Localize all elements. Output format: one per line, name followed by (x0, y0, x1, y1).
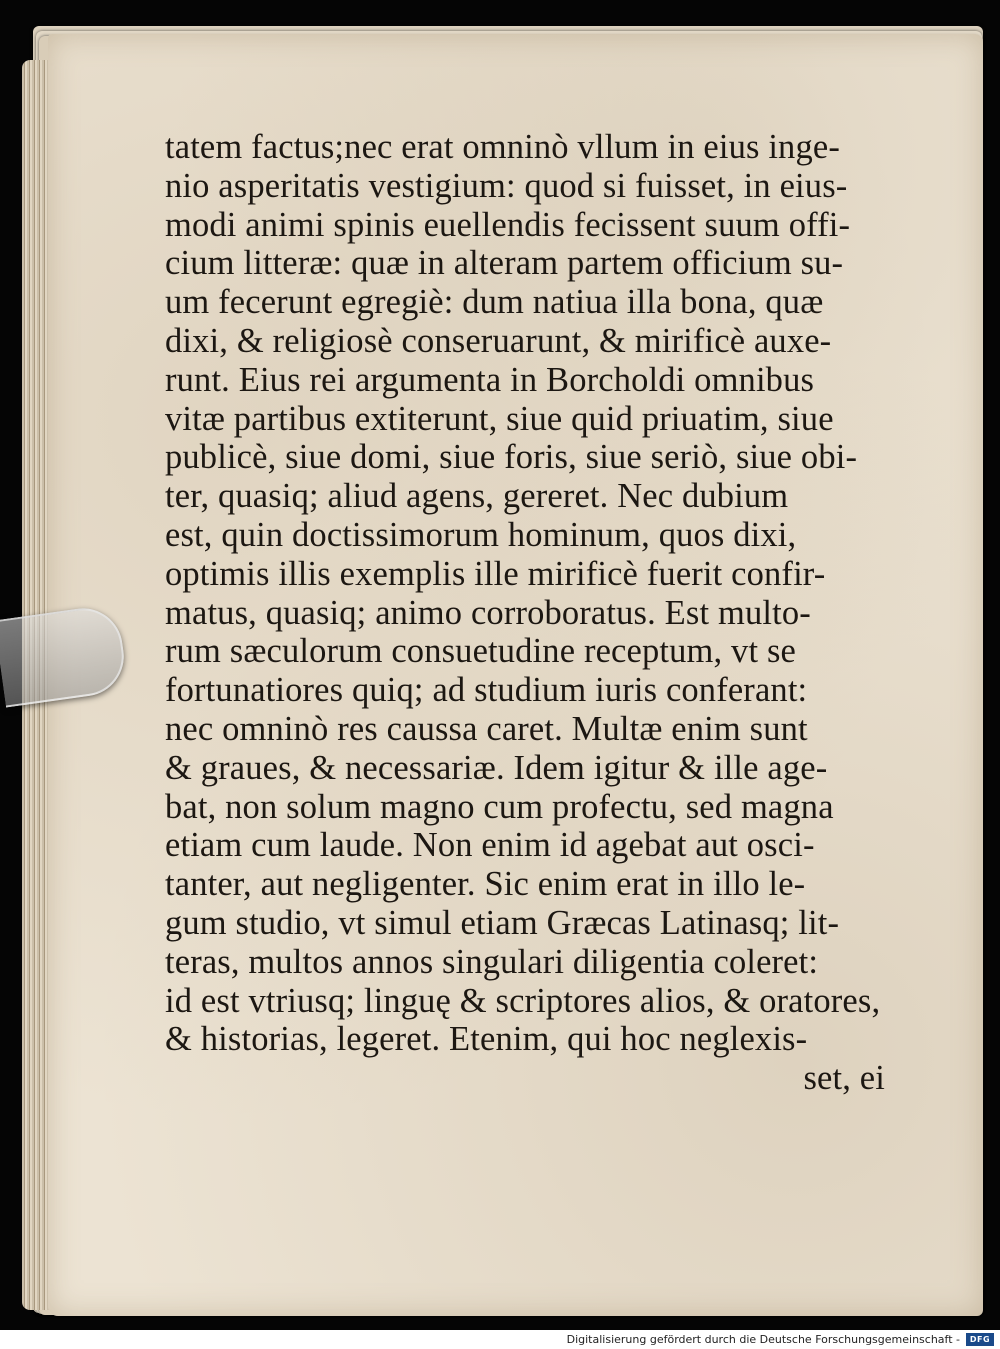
text-line: fortunatiores quiq; ad studium iuris conferant: (165, 671, 808, 710)
page-text (165, 128, 885, 1098)
text-line: vitæ partibus extiterunt, siue quid priuatim, siue (165, 399, 834, 438)
text-line: tanter, aut negligenter. Sic enim erat in illo le- (165, 865, 806, 904)
text-line: est, quin doctissimorum hominum, quos dixi, (165, 515, 797, 554)
text-line: nec omninò res caussa caret. Multæ enim sunt (165, 709, 808, 748)
funding-credit: Digitalisierung gefördert durch die Deutsche Forschungsgemeinschaft - (566, 1333, 960, 1346)
text-line: & graues, & necessariæ. Idem igitur & ille age- (165, 748, 828, 787)
catchword: set, ei (803, 1059, 885, 1098)
text-line: publicè, siue domi, siue foris, siue seriò, siue obi- (165, 438, 858, 477)
text-line: runt. Eius rei argumenta in Borcholdi omnibus (165, 360, 815, 399)
text-line: id est vtriusq; linguę & scriptores alios, & oratores, (165, 981, 881, 1020)
text-line: dixi, & religiosè conseruarunt, & mirificè auxe- (165, 321, 832, 360)
text-line: optimis illis exemplis ille mirificè fuerit confir- (165, 554, 826, 593)
text-line: rum sæculorum consuetudine receptum, vt se (165, 632, 796, 671)
text-line: teras, multos annos singulari diligentia coleret: (165, 942, 819, 981)
text-line: matus, quasiq; animo corroboratus. Est multo- (165, 593, 811, 632)
text-line: gum studio, vt simul etiam Græcas Latinasq; lit- (165, 903, 840, 942)
text-line: ter, quasiq; aliud agens, gereret. Nec dubium (165, 477, 789, 516)
text-line: & historias, legeret. Etenim, qui hoc neglexis- (165, 1020, 808, 1059)
text-line: um fecerunt egregiè: dum natiua illa bona, quæ (165, 283, 824, 322)
text-line: modi animi spinis euellendis fecissent suum offi- (165, 205, 851, 244)
text-line: cium litteræ: quæ in alteram partem officium su- (165, 244, 844, 283)
text-line: bat, non solum magno cum profectu, sed magna (165, 787, 834, 826)
text-line: nio asperitatis vestigium: quod si fuisset, in eius- (165, 166, 848, 205)
text-line: tatem factus;nec erat omninò vllum in eius inge- (165, 128, 840, 166)
dfg-logo-icon: DFG (966, 1333, 994, 1346)
text-line: etiam cum laude. Non enim id agebat aut osci- (165, 826, 815, 865)
footer-bar (0, 1330, 1000, 1349)
